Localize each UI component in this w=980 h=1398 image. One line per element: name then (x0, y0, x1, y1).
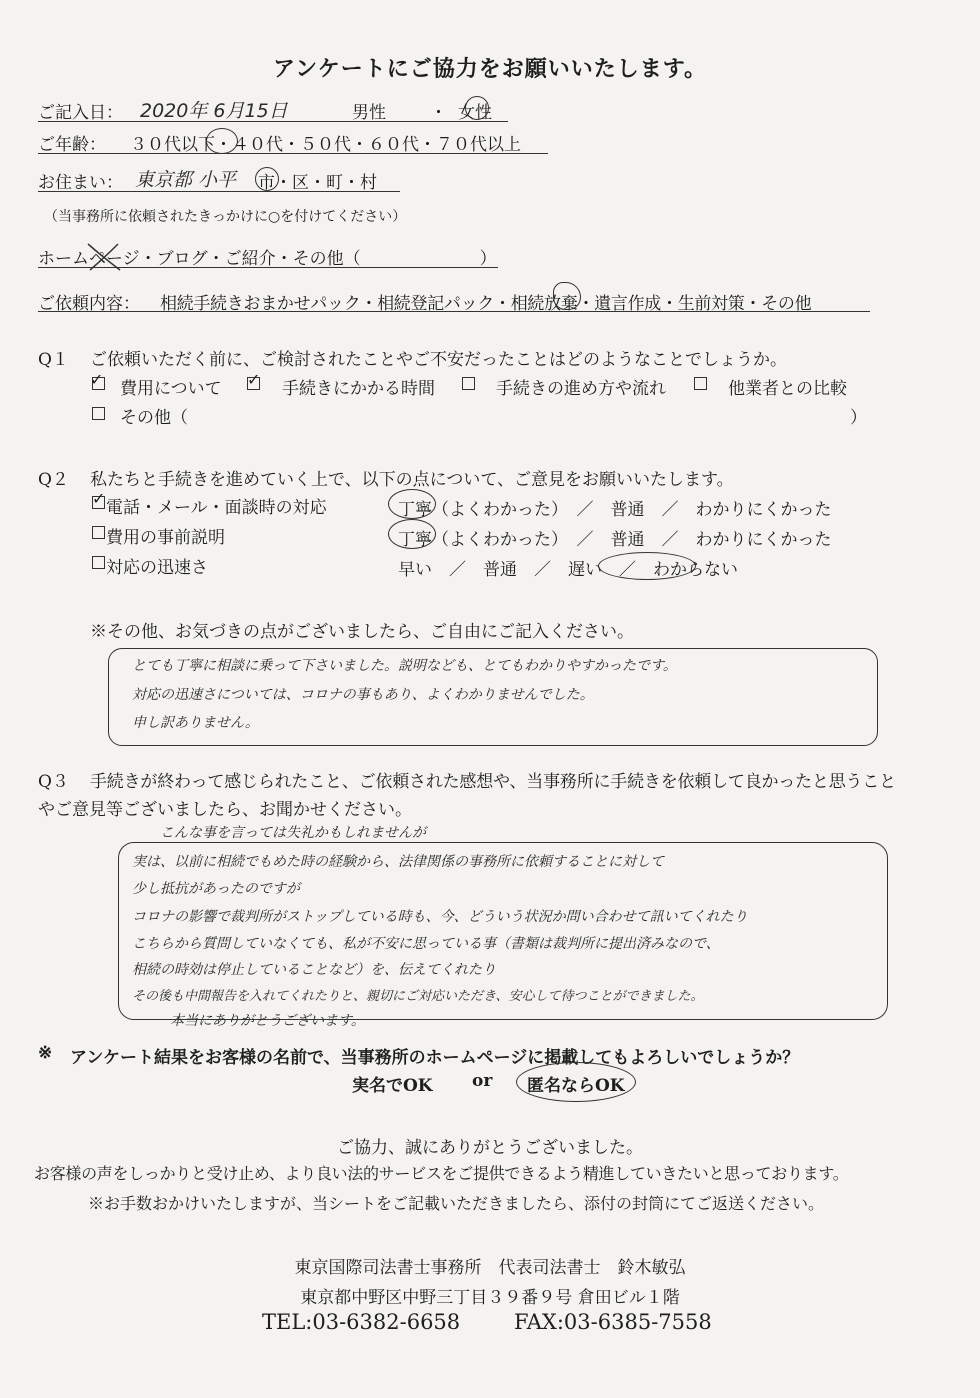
entry-date-value: 2020年 6月15日 (140, 100, 288, 122)
gender-sep: ・ (430, 103, 447, 123)
gender-female: 女性 (458, 103, 492, 123)
publish-or: or (472, 1071, 493, 1091)
q3-comment-line: コロナの影響で裁判所がストップしている時も、今、どういう状況か問い合わせて訊いてくれたり (132, 909, 748, 925)
footer-fax: FAX:03-6385-7558 (514, 1310, 712, 1334)
q2-row-speed-scale: 早い ／ 普通 ／ 遅い ／ わからない (398, 560, 738, 580)
q3-comment-line: 少し抵抗があったのですが (132, 881, 300, 897)
q3-text-line2: やご意見等ございましたら、お聞かせください。 (38, 800, 412, 820)
renunciation-circle-mark (553, 282, 581, 310)
footer-address: 東京都中野区中野三丁目３９番９号 倉田ビル１階 (300, 1288, 680, 1308)
thanks-line3: ※お手数おかけいたしますが、当シートをご記載いただきましたら、添付の封筒にてご返送ください。 (88, 1194, 825, 1213)
q2-comment-line: 申し訳ありません。 (132, 715, 259, 731)
gender-male: 男性 (352, 103, 386, 123)
q3-text-line1: 手続きが終わって感じられたこと、ご依頼された感想や、当事務所に手続きを依頼して良かったと思うこと (90, 772, 896, 792)
check-mark-icon: ✓ (90, 370, 104, 389)
q2-row-contact-scale: 丁寧（よくわかった） ／ 普通 ／ わかりにくかった (398, 500, 832, 520)
age-options: ３０代以下・４０代・５０代・６０代・７０代以上 (130, 135, 521, 155)
q2-row-fee-label: 費用の事前説明 (106, 528, 225, 548)
homepage-cross-mark (84, 240, 124, 274)
request-options: 相続手続きおまかせパック・相続登記パック・相続放棄・遺言作成・生前対策・その他 (160, 294, 812, 314)
q1-opt-other: その他（ (120, 408, 188, 428)
anonymous-circle-mark (516, 1062, 636, 1102)
q3-number: Q３ (38, 772, 69, 792)
q1-checkbox-compare[interactable] (694, 377, 707, 390)
request-label: ご依頼内容： (38, 294, 140, 314)
check-mark-icon: ✓ (92, 489, 106, 508)
city-circle-mark (255, 167, 279, 191)
q1-opt-compare: 他業者との比較 (728, 379, 847, 399)
q3-comment-line: 相続の時効は停止していることなど）を、伝えてくれたり (132, 962, 496, 978)
q3-comment-line: 実は、以前に相続でもめた時の経験から、法律関係の事務所に依頼することに対して (132, 854, 664, 870)
q2-comment-line: とても丁寧に相談に乗って下さいました。説明なども、とてもわかりやすかったです。 (132, 658, 677, 674)
q2-row-speed-label: 対応の迅速さ (106, 558, 208, 578)
age-40s-circle-mark (206, 128, 238, 154)
entry-date-label: ご記入日： (38, 103, 123, 123)
q1-opt-time: 手続きにかかる時間 (282, 379, 435, 399)
address-handwritten: 東京都 小平 (135, 169, 237, 191)
q2-number: Q２ (38, 470, 69, 490)
q1-number: Q１ (38, 350, 69, 370)
footer-office: 東京国際司法書士事務所 代表司法書士 鈴木敏弘 (294, 1258, 686, 1278)
trigger-instruction: （当事務所に依頼されたきっかけに○を付けてください） (44, 209, 407, 225)
q1-opt-cost: 費用について (120, 379, 222, 399)
publish-opt-anon: 匿名ならOK (527, 1076, 625, 1096)
q1-text: ご依頼いただく前に、ご検討されたことやご不安だったことはどのようなことでしょうか。 (90, 350, 787, 370)
polite-circle-mark (388, 519, 436, 549)
trigger-options: ホームページ・ブログ・ご紹介・その他（ ） (38, 249, 497, 269)
q1-other-close: ） (850, 408, 867, 428)
age-label: ご年齢： (38, 135, 106, 155)
address-units: 市・区・町・村 (258, 173, 377, 193)
publish-mark: ※ (38, 1043, 53, 1063)
check-mark-icon: ✓ (247, 370, 261, 389)
q2-row-contact-label: 電話・メール・面談時の対応 (106, 498, 327, 518)
q1-checkbox-other[interactable] (92, 407, 105, 420)
page-title: アンケートにご協力をお願いいたします。 (273, 56, 707, 82)
q2-comment-line: 対応の迅速さについては、コロナの事もあり、よくわかりませんでした。 (132, 687, 594, 703)
q1-checkbox-process[interactable] (462, 377, 475, 390)
q3-comment-line: こちらから質問していなくても、私が不安に思っている事（書類は裁判所に提出済みなので、 (132, 936, 720, 952)
thanks-line2: お客様の声をしっかりと受け止め、より良い法的サービスをご提供できるよう精進していきたいと思っております。 (34, 1164, 849, 1183)
footer-tel: TEL:03-6382-6658 (262, 1310, 461, 1334)
q2-text: 私たちと手続きを進めていく上で、以下の点について、ご意見をお願いいたします。 (90, 470, 734, 490)
publish-question: アンケート結果をお客様の名前で、当事務所のホームページに掲載してもよろしいでしょうか？ (70, 1048, 800, 1068)
dont-know-circle-mark (598, 552, 696, 580)
thanks-line1: ご協力、誠にありがとうございました。 (337, 1138, 643, 1158)
q2-checkbox-fee[interactable] (92, 526, 105, 539)
q2-other-prompt: ※その他、お気づきの点がございましたら、ご自由にご記入ください。 (90, 622, 634, 642)
q2-checkbox-speed[interactable] (92, 556, 105, 569)
polite-circle-mark (388, 489, 436, 519)
q2-row-fee-scale: 丁寧（よくわかった） ／ 普通 ／ わかりにくかった (398, 530, 832, 550)
publish-opt-real: 実名でOK (352, 1076, 433, 1096)
female-circle-mark (465, 96, 489, 120)
address-label: お住まい： (38, 173, 123, 193)
q3-comment-line: こんな事を言っては失礼かもしれませんが (160, 825, 426, 841)
q1-opt-process: 手続きの進め方や流れ (496, 379, 666, 399)
q3-comment-line: その後も中間報告を入れてくれたりと、親切にご対応いただき、安心して待つことができました。 (132, 989, 704, 1004)
q3-comment-line: 本当にありがとうございます。 (170, 1013, 365, 1029)
